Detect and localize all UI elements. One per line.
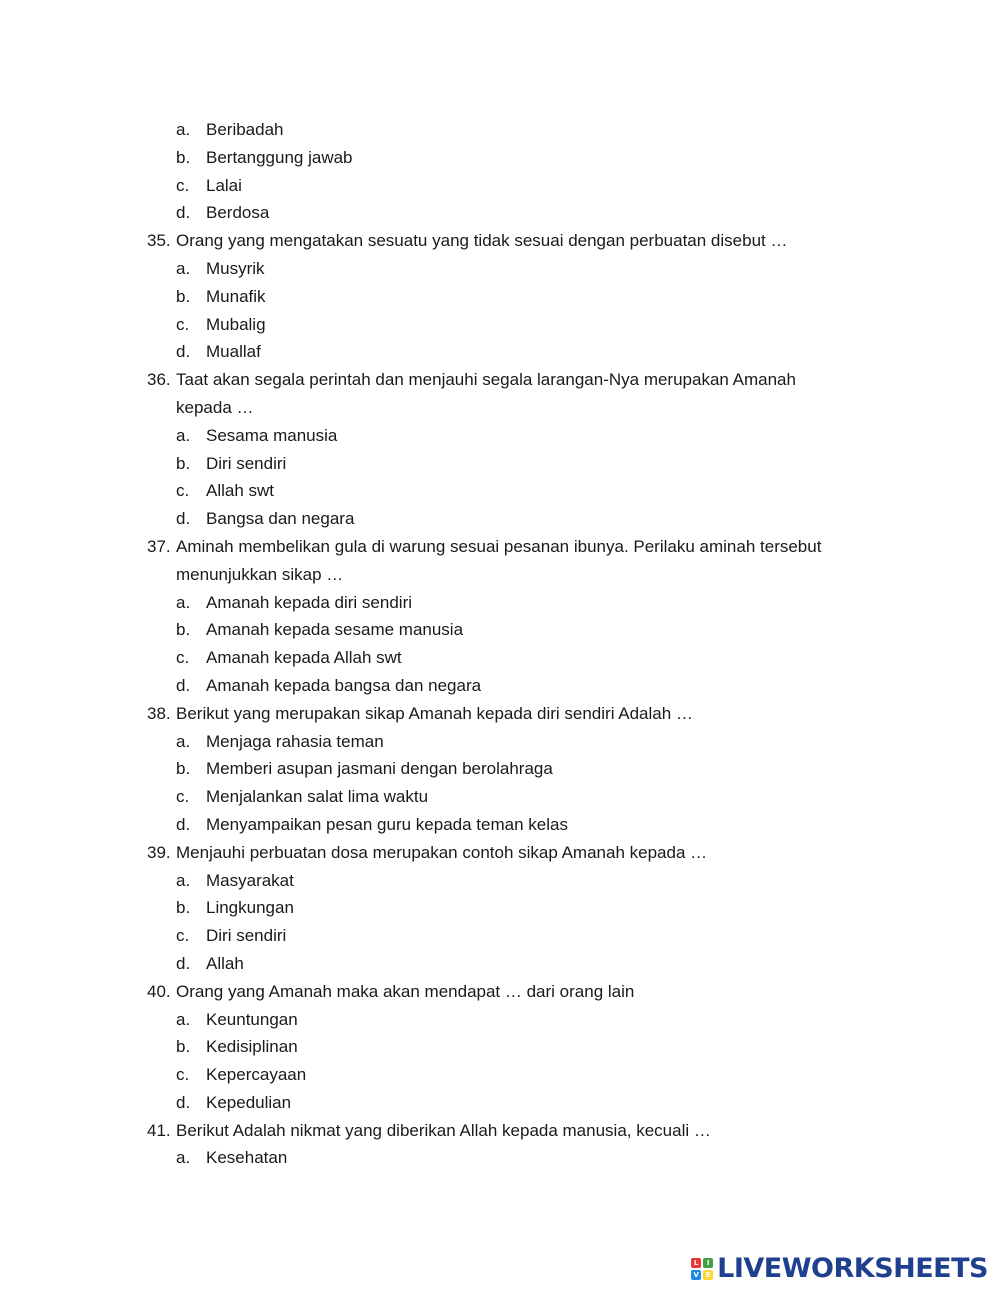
option-text: Musyrik	[206, 258, 265, 278]
option-text: Memberi asupan jasmani dengan berolahraga	[206, 759, 553, 779]
question-text: Orang yang Amanah maka akan mendapat … dari orang lain	[176, 981, 635, 1001]
option-letter: b.	[176, 898, 191, 918]
question-number: 35.	[147, 231, 171, 251]
option-letter: c.	[176, 926, 190, 946]
question-line	[0, 978, 1000, 1006]
option-text: Amanah kepada diri sendiri	[206, 592, 413, 612]
option-letter: b.	[176, 759, 191, 779]
option-letter: a.	[176, 592, 191, 612]
question-text: Menjauhi perbuatan dosa merupakan contoh sikap Amanah kepada …	[176, 842, 708, 862]
answer-option	[0, 255, 1000, 283]
answer-option	[0, 477, 1000, 505]
option-text: Mubalig	[206, 314, 266, 334]
answer-option	[0, 1006, 1000, 1034]
question-text: menunjukkan sikap …	[176, 564, 344, 584]
question-line	[0, 839, 1000, 867]
option-text: Bertanggung jawab	[206, 147, 353, 167]
option-letter: a.	[176, 258, 191, 278]
option-letter: c.	[176, 314, 190, 334]
option-letter: d.	[176, 1092, 191, 1112]
question-text: Aminah membelikan gula di warung sesuai pesanan ibunya. Perilaku aminah tersebut	[176, 536, 822, 556]
option-letter: a.	[176, 1148, 191, 1168]
option-letter: c.	[176, 1065, 190, 1085]
question-text: Berikut yang merupakan sikap Amanah kepada diri sendiri Adalah …	[176, 703, 693, 723]
question-number: 40.	[147, 981, 171, 1001]
answer-option	[0, 1144, 1000, 1172]
question-number: 38.	[147, 703, 171, 723]
answer-option	[0, 811, 1000, 839]
answer-option	[0, 283, 1000, 311]
answer-option	[0, 1061, 1000, 1089]
answer-option	[0, 644, 1000, 672]
answer-option	[0, 728, 1000, 756]
answer-option	[0, 450, 1000, 478]
option-text: Beribadah	[206, 120, 284, 139]
brand-name: LIVEWORKSHEETS	[717, 1253, 988, 1284]
option-letter: a.	[176, 425, 191, 445]
option-text: Kesehatan	[206, 1148, 288, 1168]
answer-option	[0, 616, 1000, 644]
option-text: Kepedulian	[206, 1092, 292, 1112]
option-text: Menyampaikan pesan guru kepada teman kelas	[206, 814, 568, 834]
option-letter: b.	[176, 453, 191, 473]
answer-option	[0, 894, 1000, 922]
option-text: Muallaf	[206, 342, 261, 362]
answer-option	[0, 144, 1000, 172]
logo-letter: L	[691, 1258, 701, 1268]
answer-option	[0, 505, 1000, 533]
option-text: Amanah kepada Allah swt	[206, 648, 402, 668]
question-text: Berikut Adalah nikmat yang diberikan Allah kepada manusia, kecuali …	[176, 1120, 711, 1140]
option-text: Menjalankan salat lima waktu	[206, 787, 429, 807]
option-letter: c.	[176, 648, 190, 668]
question-text: Orang yang mengatakan sesuatu yang tidak sesuai dengan perbuatan disebut …	[176, 231, 788, 251]
option-letter: b.	[176, 147, 191, 167]
option-text: Masyarakat	[206, 870, 294, 890]
option-letter: a.	[176, 870, 191, 890]
worksheet-page	[0, 116, 1000, 1172]
question-number: 41.	[147, 1120, 171, 1140]
answer-option	[0, 950, 1000, 978]
option-text: Amanah kepada sesame manusia	[206, 620, 464, 640]
logo-letter: I	[703, 1258, 713, 1268]
option-text: Allah swt	[206, 481, 275, 501]
option-text: Kedisiplinan	[206, 1037, 298, 1057]
option-letter: d.	[176, 342, 191, 362]
answer-option	[0, 672, 1000, 700]
option-text: Menjaga rahasia teman	[206, 731, 384, 751]
question-number: 37.	[147, 536, 171, 556]
answer-option	[0, 116, 1000, 144]
answer-option	[0, 338, 1000, 366]
question-number: 39.	[147, 842, 171, 862]
option-letter: d.	[176, 814, 191, 834]
answer-option	[0, 922, 1000, 950]
question-line	[0, 700, 1000, 728]
option-letter: b.	[176, 620, 191, 640]
option-letter: d.	[176, 953, 191, 973]
liveworksheets-logo-icon	[691, 1258, 713, 1280]
question-line	[0, 1117, 1000, 1145]
answer-option	[0, 783, 1000, 811]
question-line	[0, 533, 1000, 561]
option-letter: a.	[176, 731, 191, 751]
option-text: Diri sendiri	[206, 926, 287, 946]
question-line	[0, 227, 1000, 255]
option-letter: c.	[176, 787, 190, 807]
option-letter: d.	[176, 203, 191, 223]
option-letter: a.	[176, 120, 191, 139]
option-text: Berdosa	[206, 203, 270, 223]
logo-letter: E	[703, 1270, 713, 1280]
option-text: Bangsa dan negara	[206, 509, 355, 529]
option-letter: d.	[176, 509, 191, 529]
answer-option	[0, 1089, 1000, 1117]
option-text: Lalai	[206, 175, 242, 195]
option-text: Sesama manusia	[206, 425, 338, 445]
option-text: Keuntungan	[206, 1009, 298, 1029]
question-line	[0, 366, 1000, 394]
option-text: Munafik	[206, 286, 266, 306]
option-letter: a.	[176, 1009, 191, 1029]
question-continuation	[0, 394, 1000, 422]
question-number: 36.	[147, 370, 171, 390]
answer-option	[0, 867, 1000, 895]
question-text: Taat akan segala perintah dan menjauhi segala larangan-Nya merupakan Amanah	[176, 370, 796, 390]
logo-letter: V	[691, 1270, 701, 1280]
answer-option	[0, 1033, 1000, 1061]
answer-option	[0, 755, 1000, 783]
answer-option	[0, 422, 1000, 450]
question-text: kepada …	[176, 397, 254, 417]
option-letter: c.	[176, 481, 190, 501]
answer-option	[0, 589, 1000, 617]
question-continuation	[0, 561, 1000, 589]
option-letter: c.	[176, 175, 190, 195]
option-text: Allah	[206, 953, 244, 973]
option-text: Diri sendiri	[206, 453, 287, 473]
answer-option	[0, 199, 1000, 227]
option-text: Amanah kepada bangsa dan negara	[206, 675, 482, 695]
liveworksheets-brand	[691, 1253, 988, 1284]
option-letter: d.	[176, 675, 191, 695]
option-letter: b.	[176, 1037, 191, 1057]
answer-option	[0, 172, 1000, 200]
answer-option	[0, 311, 1000, 339]
option-letter: b.	[176, 286, 191, 306]
option-text: Lingkungan	[206, 898, 294, 918]
option-text: Kepercayaan	[206, 1065, 307, 1085]
